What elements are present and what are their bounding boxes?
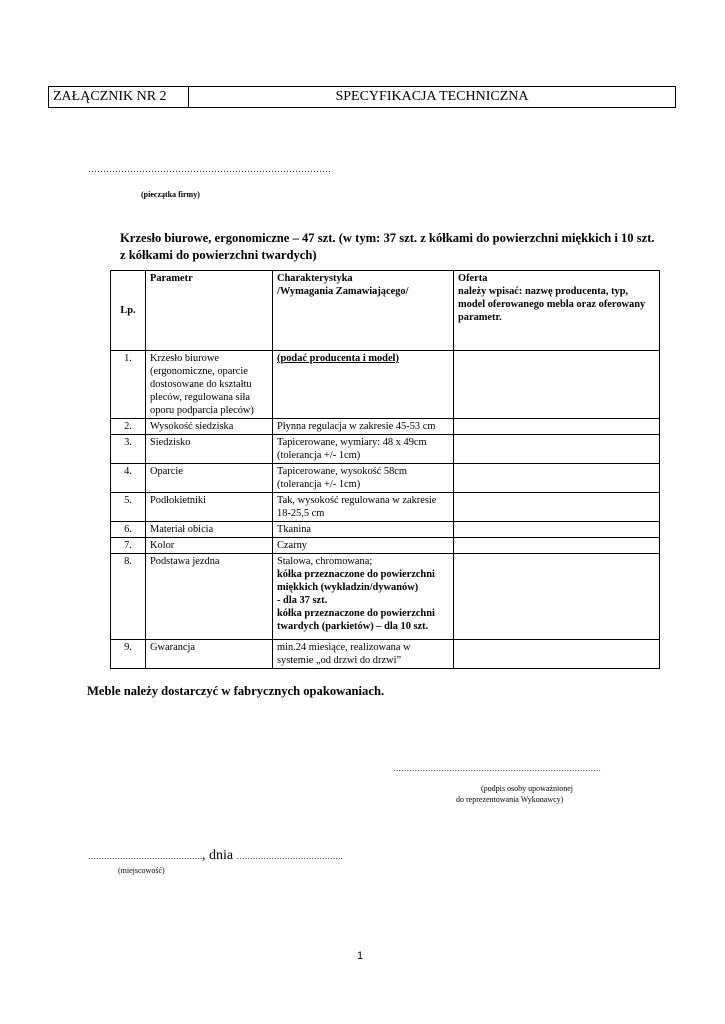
header-char [273, 271, 454, 351]
row-char [273, 554, 454, 640]
row-param: Siedzisko [146, 435, 273, 464]
row-param: Wysokość siedziska [146, 419, 273, 435]
row-offer-cell[interactable] [454, 538, 660, 554]
table-row [111, 419, 660, 435]
row-char-bold1: kółka przeznaczone do powierzchni miękkich (wykładzin/dywanów) [277, 569, 435, 593]
row-char: Płynna regulacja w zakresie 45-53 cm [273, 419, 454, 435]
row-offer-cell[interactable] [454, 493, 660, 522]
place-date-row [88, 848, 343, 864]
row-lp: 7. [111, 538, 146, 554]
header-lp: Lp. [111, 271, 146, 351]
header-offer-line2: należy wpisać: nazwę producenta, typ, model oferowanego mebla oraz oferowany parametr. [458, 286, 646, 323]
header-param: Parametr [146, 271, 273, 351]
specification-table [110, 270, 660, 669]
row-offer-cell[interactable] [454, 554, 660, 640]
row-offer-cell[interactable] [454, 464, 660, 493]
table-row [111, 435, 660, 464]
row-param: Podstawa jezdna [146, 554, 273, 640]
date-dots: …………………………………. [236, 852, 343, 861]
table-row [111, 493, 660, 522]
row-offer-cell[interactable] [454, 522, 660, 538]
row-param: Oparcie [146, 464, 273, 493]
row-lp: 6. [111, 522, 146, 538]
row-offer-cell[interactable] [454, 419, 660, 435]
row-lp: 2. [111, 419, 146, 435]
row-char: Tapicerowane, wysokość 58cm (tolerancja +/- 1cm) [273, 464, 454, 493]
row-offer-cell[interactable] [454, 435, 660, 464]
header-offer [454, 271, 660, 351]
row-param: Kolor [146, 538, 273, 554]
row-param: Gwarancja [146, 640, 273, 669]
firm-stamp-dots: ……………………………………………………………………… [88, 164, 331, 174]
row-lp: 8. [111, 554, 146, 640]
row-param: Krzesło biurowe (ergonomiczne, oparcie dostosowane do kształtu pleców, regulowana siła oporu podparcia pleców) [146, 351, 273, 419]
row-param: Podłokietniki [146, 493, 273, 522]
row-char: Czarny [273, 538, 454, 554]
row-char-plain: Stalowa, chromowana; [277, 556, 373, 567]
table-row [111, 522, 660, 538]
place-dots: ……………………………………. [88, 852, 202, 861]
item-headline: Krzesło biurowe, ergonomiczne – 47 szt. (w tym: 37 szt. z kółkami do powierzchni miękkich i 10 szt. z kółkami do powierzchni twardych) [120, 231, 655, 262]
row-offer-cell[interactable] [454, 351, 660, 419]
signature-label-line2: do reprezentowania Wykonawcy) [456, 795, 564, 804]
row-param: Materiał obicia [146, 522, 273, 538]
table-row [111, 464, 660, 493]
row-char: min.24 miesiące, realizowana w systemie „od drzwi do drzwi” [273, 640, 454, 669]
table-row [111, 538, 660, 554]
row-lp: 9. [111, 640, 146, 669]
row-lp: 4. [111, 464, 146, 493]
row-lp: 5. [111, 493, 146, 522]
table-header-row [111, 271, 660, 351]
row-lp: 3. [111, 435, 146, 464]
firm-stamp-label: (pieczątka firmy) [141, 190, 200, 199]
annex-label: ZAŁĄCZNIK NR 2 [49, 87, 189, 107]
place-label: (miejscowość) [118, 866, 165, 875]
signature-dots: …………………………………………………………………… [393, 764, 601, 773]
row-char: Tak, wysokość regulowana w zakresie 18-25,5 cm [273, 493, 454, 522]
row-char: Tapicerowane, wymiary: 48 x 49cm (tolerancja +/- 1cm) [273, 435, 454, 464]
header-offer-line1: Oferta [458, 273, 488, 284]
header-char-line2: /Wymagania Zamawiającego/ [277, 286, 409, 297]
row-char-bold2: - dla 37 szt. [277, 595, 328, 606]
row-char-bold3: kółka przeznaczone do powierzchni twardych (parkietów) – dla 10 szt. [277, 608, 435, 632]
dnia-label: , dnia [202, 848, 234, 863]
table-row [111, 554, 660, 640]
signature-label-line1: (podpis osoby upoważnionej [481, 784, 573, 793]
row-char: (podać producenta i model) [273, 351, 454, 419]
row-char: Tkanina [273, 522, 454, 538]
table-row [111, 640, 660, 669]
document-title: SPECYFIKACJA TECHNICZNA [335, 89, 529, 104]
row-offer-cell[interactable] [454, 640, 660, 669]
row-lp: 1. [111, 351, 146, 419]
page-number: 1 [357, 950, 364, 962]
header-box [48, 86, 676, 108]
delivery-note: Meble należy dostarczyć w fabrycznych opakowaniach. [87, 684, 385, 698]
header-char-line1: Charakterystyka [277, 273, 353, 284]
table-row [111, 351, 660, 419]
